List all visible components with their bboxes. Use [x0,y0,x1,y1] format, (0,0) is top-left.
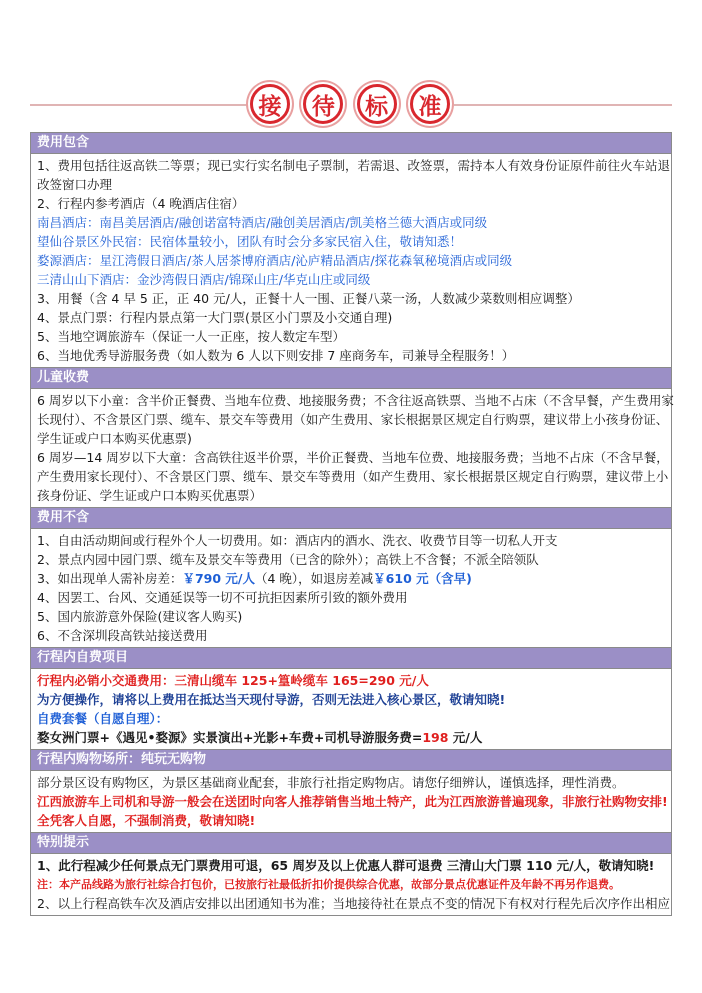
price-single-supplement: ￥790 元/人 [182,571,255,586]
section-special [31,854,671,915]
title-rule-right [454,104,672,106]
section-children [31,389,674,508]
title-rule-left [30,104,248,106]
title-char: 接 [250,84,290,124]
hotel-line: 三清山山下酒店：金沙湾假日酒店/锦琛山庄/华克山庄或同级 [37,272,371,287]
reception-standards-table [30,132,672,916]
price-room-refund: ￥610 元（含早) [373,571,472,586]
text-line: 1、费用包括往返高铁二等票；现已实行实名制电子票制，若需退、改签票，需持本人有效身份证原件前往火车站退 [37,158,670,173]
room-supplement-line [37,569,665,588]
text-line: 孩身份证、学生证或户口本购买优惠票） [37,488,263,503]
section-excluded [31,529,671,648]
text-line: 改签窗口办理 [37,177,113,192]
section-header-children: 儿童收费 [31,368,671,389]
text-line: 6 周岁以下小童：含半价正餐费、当地车位费、地接服务费；不含往返高铁票、当地不占床（不含早餐，产生费用家 [37,393,674,408]
section-shopping [31,771,671,833]
text-line: 6、不含深圳段高铁站接送费用 [37,628,208,643]
text-line: 4、景点门票：行程内景点第一大门票(景区小门票及小交通自理) [37,310,393,325]
hotel-line: 望仙谷景区外民宿：民宿体量较小，团队有时会分多家民宿入住，敬请知悉！ [37,234,463,249]
text-line: 5、国内旅游意外保险(建议客人购买) [37,609,243,624]
title-char: 待 [303,84,343,124]
text-line: 6、当地优秀导游服务费（如人数为 6 人以下则安排 7 座商务车，司兼导全程服务！） [37,348,515,363]
text-line: 4、因罢工、台风、交通延误等一切不可抗拒因素所引致的额外费用 [37,590,408,605]
section-header-fees-included: 费用包含 [31,133,671,154]
text-line: 6 周岁—14 周岁以下大童：含高铁往返半价票，半价正餐费、当地车位费、地接服务费；当地不占床（不含早餐， [37,450,669,465]
mandatory-transport-fee: 行程内必销小交通费用：三清山缆车 125+篁岭缆车 165=290 元/人 [37,673,429,688]
text-fragment: （4 晚），如退房差减 [254,571,374,586]
section-fees-included [31,154,671,368]
text-line: 2、景点内园中园门票、缆车及景交车等费用（已含的除外）；高铁上不含餐；不派全陪领队 [37,552,539,567]
optional-package-label: 自费套餐（自愿自理）： [37,711,169,726]
text-line: 产生费用家长现付）、不含景区门票、缆车、景交车等费用（如产生费用、家长根据景区规定自行购票，建议带上小 [37,469,669,484]
shopping-warning: 江西旅游车上司机和导游一般会在送团时向客人推荐销售当地土特产，此为江西旅游普遍现象，非旅行社购物安排! [37,794,668,809]
shopping-warning: 全凭客人自愿，不强制消费，敬请知晓! [37,813,256,828]
title-char: 准 [410,84,450,124]
package-price: 198 [422,730,449,745]
text-line: 1、自由活动期间或行程外个人一切费用。如：酒店内的酒水、洗衣、收费节目等一切私人开支 [37,533,558,548]
text-line: 学生证或户口本购买优惠票) [37,431,192,446]
package-price-note: 注：本产品线路为旅行社综合打包价，已按旅行社最低折扣价提供综合优惠，故部分景点优惠证件及年龄不再另作退费。 [37,878,620,891]
text-line: 2、行程内参考酒店（4 晚酒店住宿） [37,196,245,211]
text-fragment: 婺女洲门票+《遇见•婺源》实景演出+光影+车费+司机导游服务费= [37,730,423,745]
page-title [0,78,702,132]
text-line: 5、当地空调旅游车（保证一人一正座，按人数定车型） [37,329,345,344]
text-line: 部分景区设有购物区，为景区基础商业配套，非旅行社指定购物店。请您仔细辨认，谨慎选择，理性消费。 [37,775,625,790]
text-fragment: 3、如出现单人需补房差： [37,571,183,586]
section-self-paid [31,669,671,750]
text-line: 1、此行程减少任何景点无门票费用可退，65 周岁及以上优惠人群可退费 三清山大门票 110 元/人，敬请知晓! [37,858,655,873]
hotel-line: 婺源酒店：星江湾假日酒店/茶人居茶博府酒店/沁庐精品酒店/探花森氧秘境酒店或同级 [37,253,513,268]
section-header-excluded: 费用不含 [31,508,671,529]
text-fragment: 元/人 [448,730,483,745]
section-header-shopping: 行程内购物场所：纯玩无购物 [31,750,671,771]
section-header-self-paid: 行程内自费项目 [31,648,671,669]
hotel-line: 南昌酒店：南昌美居酒店/融创诺富特酒店/融创美居酒店/凯美格兰德大酒店或同级 [37,215,488,230]
title-seals [250,78,450,132]
optional-package-line [37,728,665,747]
text-line: 2、以上行程高铁车次及酒店安排以出团通知书为准；当地接待社在景点不变的情况下有权对行程先后次序作出相应 [37,896,670,911]
title-char: 标 [357,84,397,124]
section-header-special: 特别提示 [31,833,671,854]
text-line: 长现付）、不含景区门票、缆车、景交车等费用（如产生费用、家长根据景区规定自行购票，建议带上小孩身份证、 [37,412,669,427]
text-line: 3、用餐（含 4 早 5 正，正 40 元/人，正餐十人一围、正餐八菜一汤，人数减少菜数则相应调整） [37,291,580,306]
payment-notice: 为方便操作，请将以上费用在抵达当天现付导游，否则无法进入核心景区，敬请知晓! [37,692,506,707]
